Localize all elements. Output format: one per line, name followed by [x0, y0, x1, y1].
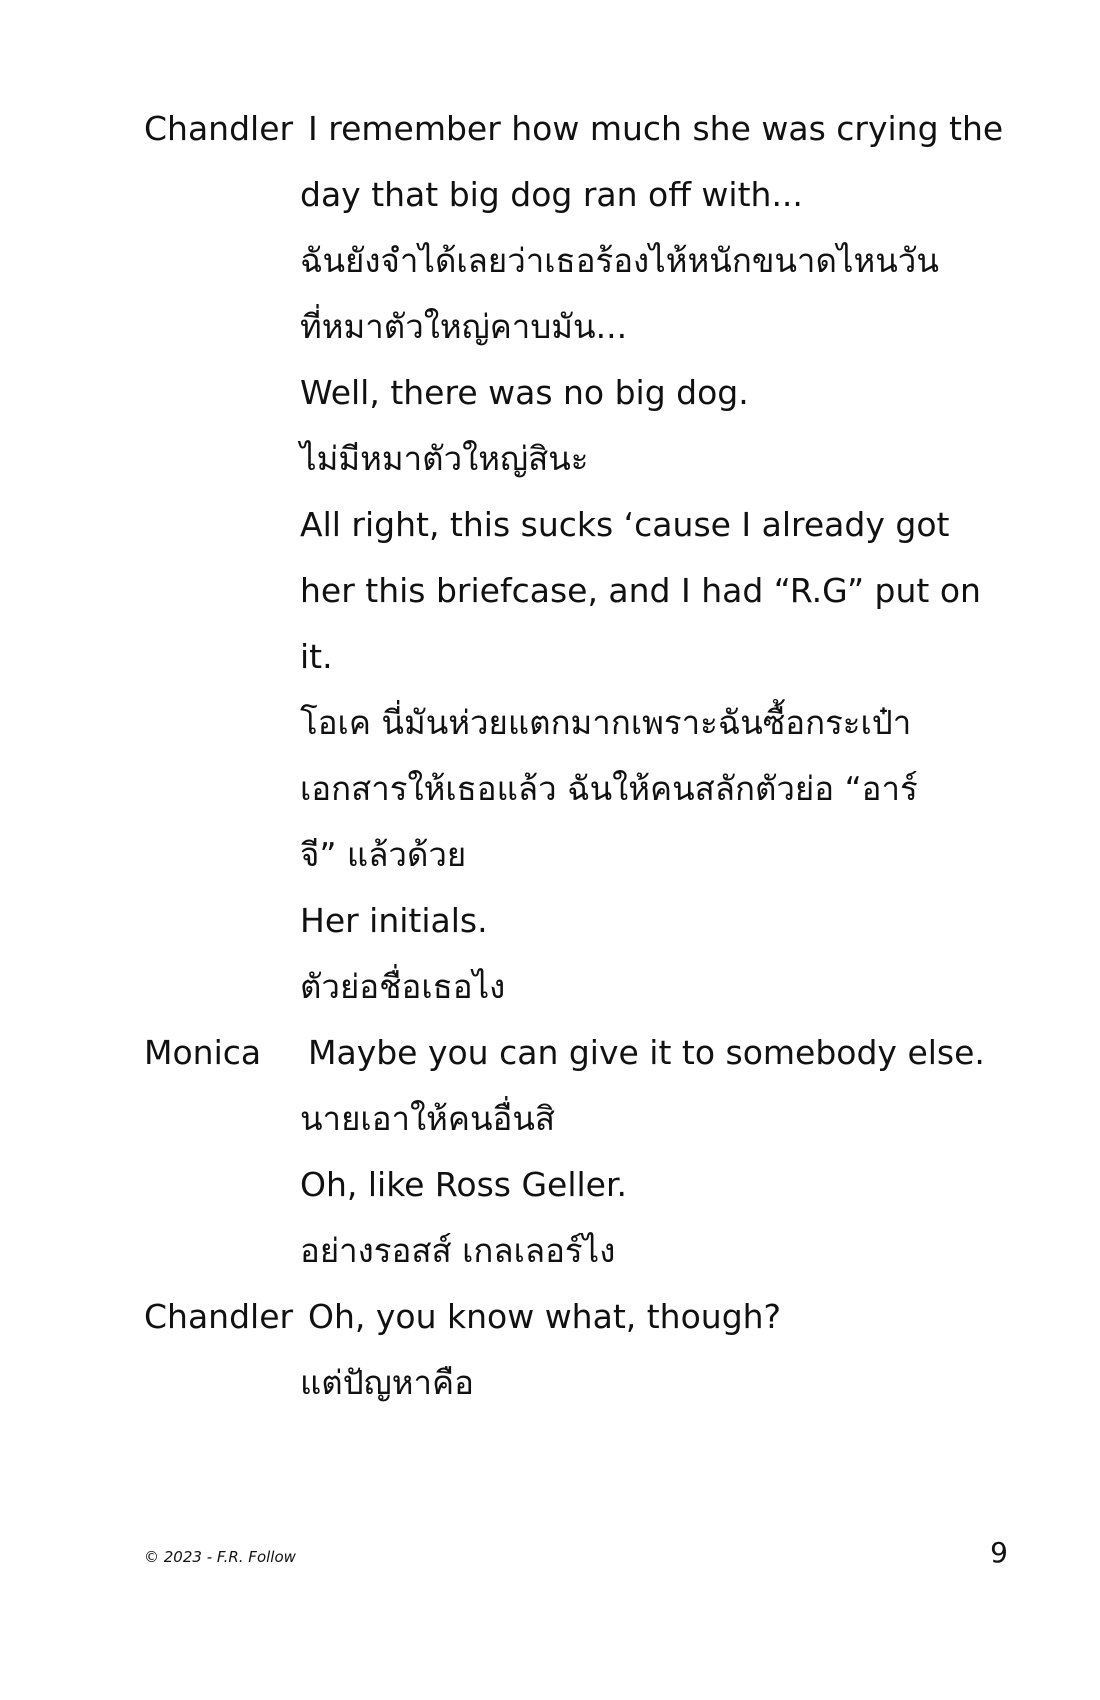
- dialogue-script: [144, 96, 1004, 1416]
- dialogue-line: her this briefcase, and I had “R.G” put on: [300, 571, 981, 610]
- dialogue-block-chandler-2: [144, 1284, 1004, 1416]
- dialogue-line-thai: ที่หมาตัวใหญ่คาบมัน...: [300, 307, 628, 346]
- speaker-name: Chandler: [144, 109, 294, 148]
- dialogue-line: Well, there was no big dog.: [300, 373, 749, 412]
- speaker-name: Chandler: [144, 1297, 294, 1336]
- dialogue-line: Oh, you know what, though?: [308, 1297, 782, 1336]
- dialogue-line-thai: นายเอาให้คนอื่นสิ: [300, 1099, 556, 1138]
- copyright-notice: © 2023 - F.R. Follow: [144, 1548, 296, 1566]
- dialogue-line: Oh, like Ross Geller.: [300, 1165, 627, 1204]
- dialogue-line-thai: อย่างรอสส์ เกลเลอร์ไง: [300, 1231, 616, 1270]
- dialogue-line-thai: จี” แล้วด้วย: [300, 835, 467, 874]
- dialogue-line-thai: ไม่มีหมาตัวใหญ่สินะ: [300, 439, 589, 478]
- dialogue-line: All right, this sucks ‘cause I already got: [300, 505, 950, 544]
- dialogue-line: I remember how much she was crying the: [308, 109, 1004, 148]
- dialogue-line: day that big dog ran off with...: [300, 175, 803, 214]
- dialogue-block-monica: [144, 1020, 1004, 1284]
- dialogue-line-thai: ฉันยังจำได้เลยว่าเธอร้องไห้หนักขนาดไหนวัน: [300, 241, 939, 280]
- page-number: 9: [990, 1536, 1008, 1569]
- dialogue-line: Her initials.: [300, 901, 488, 940]
- speaker-name: Monica: [144, 1033, 262, 1072]
- dialogue-line: Maybe you can give it to somebody else.: [308, 1033, 985, 1072]
- dialogue-line-thai: เอกสารให้เธอแล้ว ฉันให้คนสลักตัวย่อ “อาร์: [300, 769, 918, 808]
- dialogue-line: it.: [300, 637, 333, 676]
- dialogue-line-thai: ตัวย่อชื่อเธอไง: [300, 967, 506, 1006]
- dialogue-line-thai: แต่ปัญหาคือ: [300, 1363, 474, 1402]
- dialogue-block-chandler-1: [144, 96, 1004, 1020]
- dialogue-line-thai: โอเค นี่มันห่วยแตกมากเพราะฉันซื้อกระเป๋า: [300, 703, 912, 742]
